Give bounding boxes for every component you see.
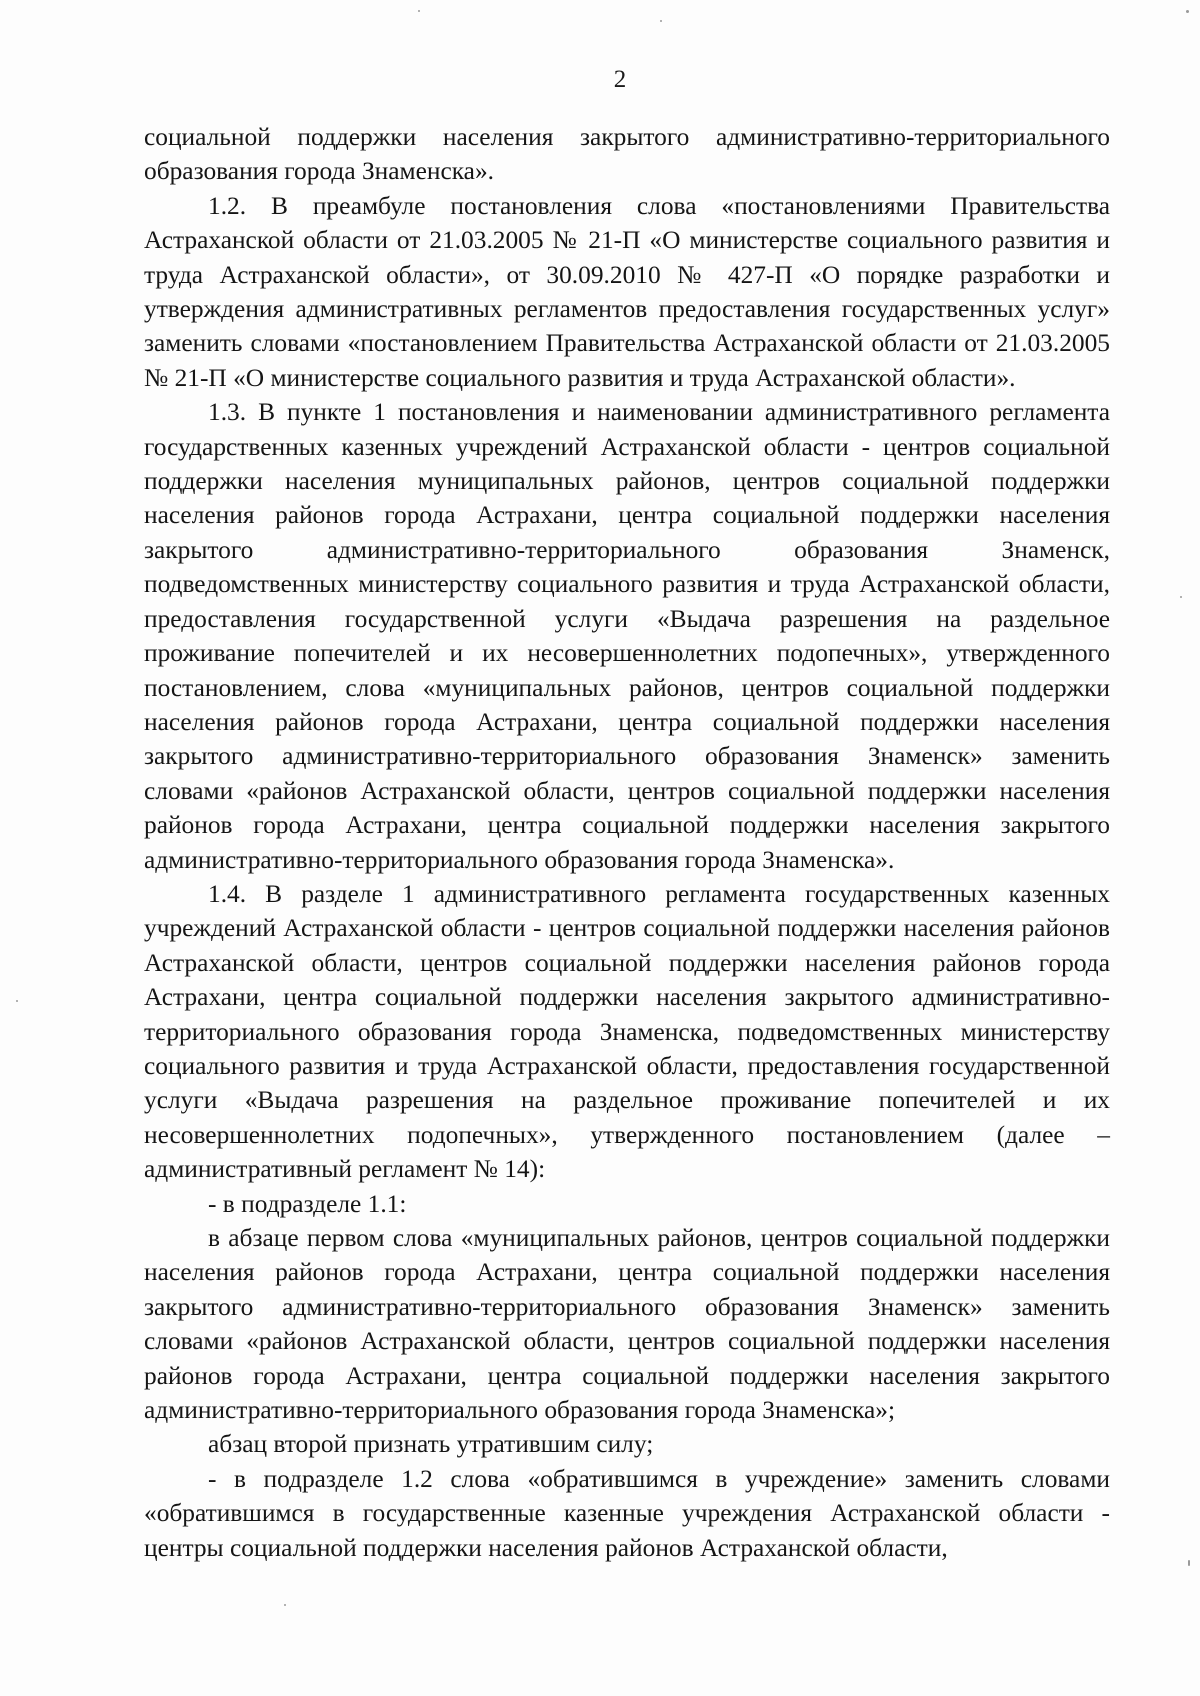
scan-speck — [660, 20, 662, 22]
scan-speck — [1180, 596, 1182, 598]
scan-speck — [418, 10, 420, 12]
paragraph-1-3: 1.3. В пункте 1 постановления и наименовании административного регламента государственных казенных учреждений Астраханской области - центров социальной поддержки населения муниципальных районов, центров социальной поддержки населения районов города Астрахани, центра социальной поддержки населения закрытого административно-территориального образования Знаменск, подведомственных министерству социального развития и труда Астраханской области, предоставления государственной услуги «Выдача разрешения на раздельное проживание попечителей и их несовершеннолетних подопечных», утвержденного постановлением, слова «муниципальных районов, центров социальной поддержки населения районов города Астрахани, центра социальной поддержки населения закрытого административно-территориального образования Знаменск» заменить словами «районов Астраханской области, центров социальной поддержки населения районов города Астрахани, центра социальной поддержки населения закрытого административно-территориального образования города Знаменска». — [144, 398, 1110, 874]
document-body — [144, 120, 1110, 1565]
paragraph-continuation: социальной поддержки населения закрытого административно-территориального образования города Знаменска». — [144, 123, 1110, 186]
subsection-1-1-heading: - в подразделе 1.1: — [208, 1189, 407, 1218]
scan-speck — [284, 1604, 286, 1606]
page-number: 2 — [613, 66, 627, 93]
scan-speck — [16, 1000, 18, 1002]
scan-speck — [1188, 1560, 1190, 1566]
paragraph-1-4: 1.4. В разделе 1 административного регламента государственных казенных учреждений Астраханской области - центров социальной поддержки населения районов Астраханской области, центров социальной поддержки населения районов города Астрахани, центра социальной поддержки населения закрытого административно-территориального образования города Знаменска, подведомственных министерству социального развития и труда Астраханской области, предоставления государственной услуги «Выдача разрешения на раздельное проживание попечителей и их несовершеннолетних подопечных», утвержденного постановлением (далее – административный регламент № 14): — [144, 879, 1110, 1184]
subsection-1-2: - в подразделе 1.2 слова «обратившимся в учреждение» заменить словами «обратившимся в государственные казенные учреждения Астраханской области - центры социальной поддержки населения районов Астраханской области, — [144, 1464, 1110, 1562]
paragraph-second-abzac: абзац второй признать утратившим силу; — [208, 1430, 654, 1459]
paragraph-first-abzac: в абзаце первом слова «муниципальных районов, центров социальной поддержки населения районов города Астрахани, центра социальной поддержки населения закрытого административно-территориального образования Знаменск» заменить словами «районов Астраханской области, центров социальной поддержки населения районов города Астрахани, центра социальной поддержки населения закрытого административно-территориального образования города Знаменска»; — [144, 1224, 1110, 1425]
paragraph-1-2: 1.2. В преамбуле постановления слова «постановлениями Правительства Астраханской области от 21.03.2005 № 21-П «О министерстве социального развития и труда Астраханской области», от 30.09.2010 № 427-П «О порядке разработки и утверждения административных регламентов предоставления государственных услуг» заменить словами «постановлением Правительства Астраханской области от 21.03.2005 № 21-П «О министерстве социального развития и труда Астраханской области». — [144, 191, 1110, 392]
scan-speck — [1186, 10, 1189, 13]
